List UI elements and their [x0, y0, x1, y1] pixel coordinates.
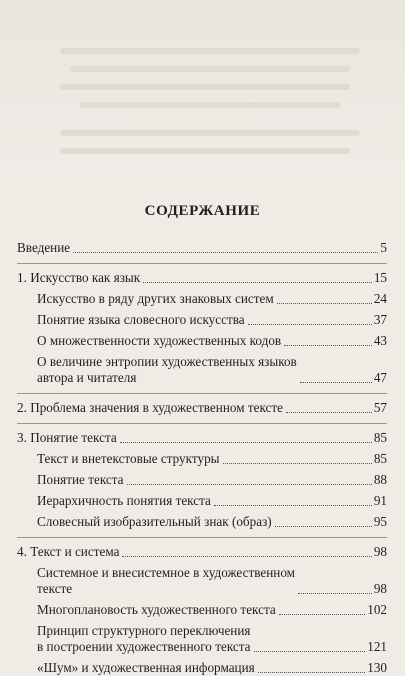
toc-entry-title-line: Системное и внесистемное в художественном [37, 565, 296, 580]
toc-subentry[interactable] [17, 565, 387, 597]
section-divider [17, 393, 387, 394]
toc-subentry[interactable] [17, 602, 387, 618]
toc-entry-page: 91 [373, 493, 387, 508]
toc-entry-title: Текст и внетекстовые структуры [37, 451, 220, 466]
toc-entry-title: Словесный изобразительный знак (образ) [37, 514, 272, 529]
toc-entry-page: 47 [373, 370, 387, 385]
section-divider [17, 263, 387, 264]
dot-leader [120, 442, 372, 443]
dot-leader [258, 672, 365, 673]
toc-subentry[interactable] [17, 472, 387, 488]
toc-entry-title: Многоплановость художественного текста [37, 602, 276, 617]
toc-entry-page: 98 [373, 581, 387, 596]
toc-subentry[interactable] [17, 451, 387, 467]
toc-entry-title: 4. Текст и система [17, 544, 120, 559]
dot-leader [284, 345, 372, 346]
toc-entry-title: 3. Понятие текста [17, 430, 117, 445]
toc-entry-page: 15 [373, 270, 387, 285]
toc-entry-title: «Шум» и художественная информация [37, 660, 255, 675]
table-of-contents [17, 236, 387, 676]
toc-entry-page: 24 [373, 291, 387, 306]
toc-entry-page: 98 [373, 544, 387, 559]
toc-entry-title: Искусство в ряду других знаковых систем [37, 291, 274, 306]
toc-subentry[interactable] [17, 312, 387, 328]
toc-entry-page: 95 [373, 514, 387, 529]
section-divider [17, 537, 387, 538]
toc-entry-page: 130 [367, 660, 387, 675]
toc-entry-title-line: О величине энтропии художественных языков [37, 354, 297, 369]
toc-entry[interactable] [17, 400, 387, 416]
toc-entry-page: 85 [373, 451, 387, 466]
toc-entry-page: 37 [373, 312, 387, 327]
dot-leader [300, 382, 372, 383]
dot-leader [122, 556, 371, 557]
dot-leader [277, 303, 372, 304]
toc-subentry[interactable] [17, 493, 387, 509]
toc-subentry[interactable] [17, 333, 387, 349]
toc-entry-title: Понятие текста [37, 472, 124, 487]
toc-entry-title-line: тексте [37, 581, 73, 596]
toc-entry-title-line: автора и читателя [37, 370, 137, 385]
toc-subentry[interactable] [17, 623, 387, 655]
toc-entry-page: 88 [373, 472, 387, 487]
toc-entry-title: Введение [17, 240, 71, 255]
toc-entry[interactable] [17, 430, 387, 446]
dot-leader [275, 526, 372, 527]
toc-entry-title: Понятие языка словесного искусства [37, 312, 245, 327]
toc-entry-title-line: Принцип структурного переключения [37, 623, 251, 638]
toc-entry-page: 43 [373, 333, 387, 348]
toc-entry-title-line: в построении художественного текста [37, 639, 251, 654]
toc-subentry[interactable] [17, 514, 387, 530]
toc-entry-title: Иерархичность понятия текста [37, 493, 211, 508]
dot-leader [73, 252, 378, 253]
dot-leader [127, 484, 372, 485]
toc-entry-title: О множественности художественных кодов [37, 333, 282, 348]
toc-subentry[interactable] [17, 354, 387, 386]
toc-entry-page: 102 [367, 602, 387, 617]
show-through-text [0, 0, 405, 175]
dot-leader [254, 651, 366, 652]
section-divider [17, 423, 387, 424]
toc-entry-title: 2. Проблема значения в художественном тексте [17, 400, 284, 415]
dot-leader [286, 412, 372, 413]
dot-leader [223, 463, 372, 464]
dot-leader [298, 593, 372, 594]
toc-subentry[interactable] [17, 660, 387, 676]
toc-entry-title: 1. Искусство как язык [17, 270, 141, 285]
dot-leader [143, 282, 372, 283]
toc-entry-page: 5 [380, 240, 387, 255]
toc-entry[interactable] [17, 544, 387, 560]
toc-entry-page: 121 [367, 639, 387, 654]
dot-leader [279, 614, 365, 615]
toc-subentry[interactable] [17, 291, 387, 307]
toc-entry-page: 85 [373, 430, 387, 445]
toc-entry[interactable] [17, 270, 387, 286]
toc-entry[interactable] [17, 240, 387, 256]
dot-leader [214, 505, 372, 506]
dot-leader [248, 324, 372, 325]
page-title: СОДЕРЖАНИЕ [144, 203, 261, 219]
toc-entry-page: 57 [373, 400, 387, 415]
